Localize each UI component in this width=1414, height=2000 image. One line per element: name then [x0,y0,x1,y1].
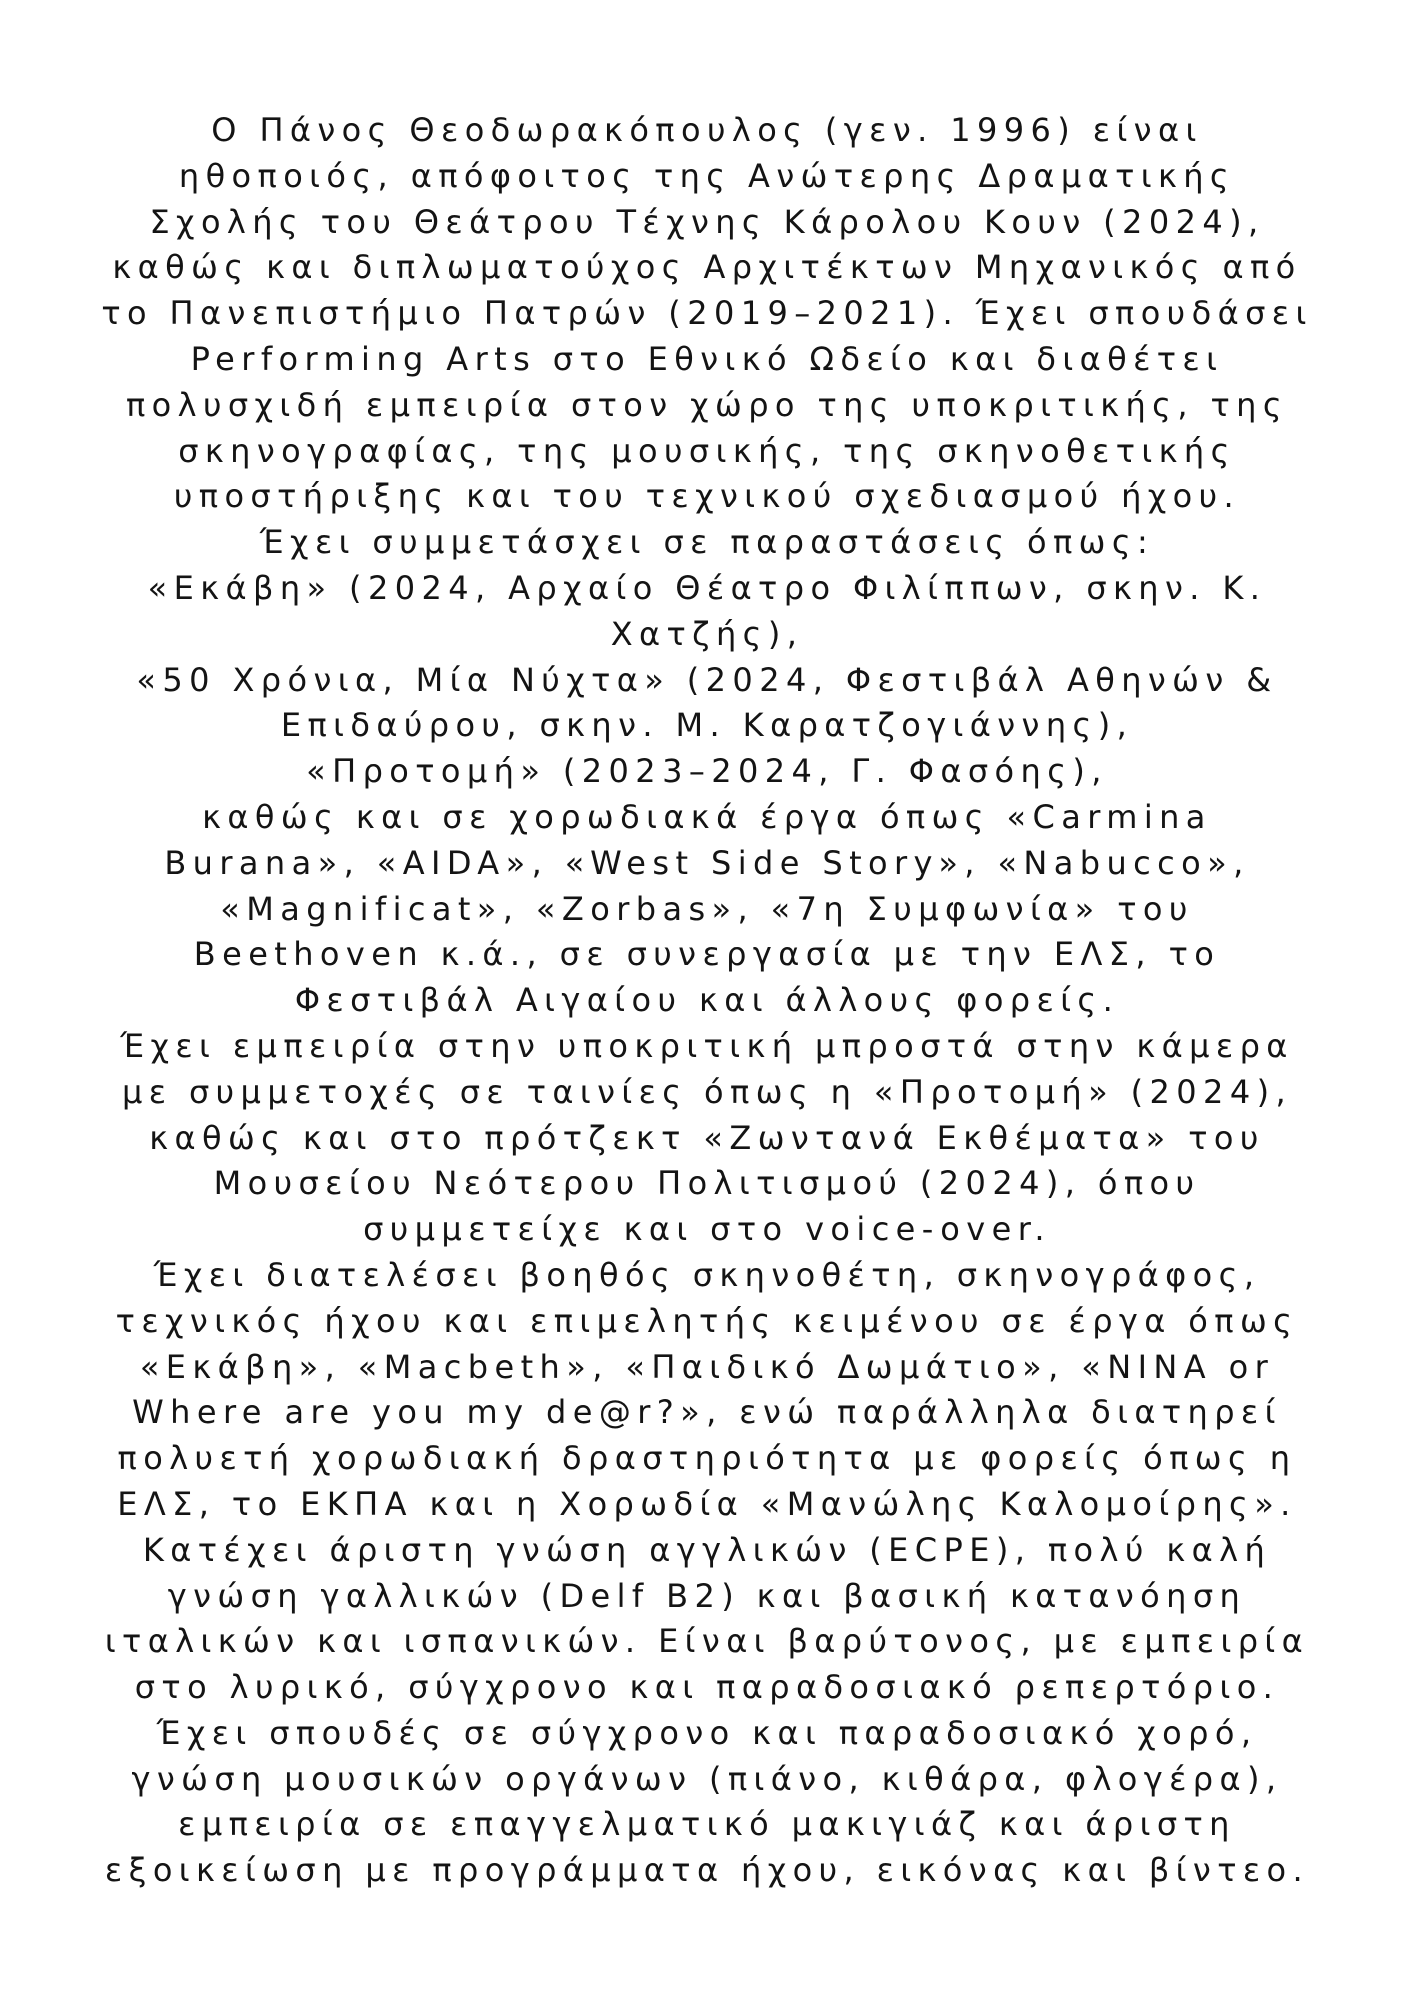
bio-line: γνώση γαλλικών (Delf B2) και βασική κατανόηση [167,1576,1247,1615]
bio-line: Χατζής), [610,614,804,653]
biography-text [60,108,1354,1894]
bio-line: Έχει συμμετάσχει σε παραστάσεις όπως: [259,523,1155,562]
bio-line: ΕΛΣ, το ΕΚΠΑ και η Χορωδία «Μανώλης Καλομοίρης». [117,1484,1297,1523]
bio-line: Performing Arts στο Εθνικό Ωδείο και διαθέτει [190,339,1224,378]
bio-line: Φεστιβάλ Αιγαίου και άλλους φορείς. [294,981,1120,1020]
bio-line: σκηνογραφίας, της μουσικής, της σκηνοθετικής [178,431,1236,470]
bio-line: εμπειρία σε επαγγελματικό μακιγιάζ και άριστη [178,1805,1236,1844]
bio-line: Μουσείου Νεότερου Πολιτισμού (2024), όπου [213,1164,1201,1203]
bio-line: γνώση μουσικών οργάνων (πιάνο, κιθάρα, φλογέρα), [131,1759,1283,1798]
bio-line: «Εκάβη» (2024, Αρχαίο Θέατρο Φιλίππων, σκην. Κ. [147,568,1267,607]
bio-line: Ο Πάνος Θεοδωρακόπουλος (γεν. 1996) είναι [211,111,1203,149]
bio-line: εξοικείωση με προγράμματα ήχου, εικόνας και βίντεο. [104,1851,1310,1890]
bio-line: Έχει εμπειρία στην υποκριτική μπροστά στην κάμερα [120,1026,1294,1065]
bio-line: πολυετή χορωδιακή δραστηριότητα με φορείς όπως η [117,1439,1297,1478]
bio-line: ιταλικών και ισπανικών. Είναι βαρύτονος, με εμπειρία [104,1622,1310,1661]
bio-line: υποστήριξης και του τεχνικού σχεδιασμού ήχου. [173,477,1241,516]
bio-line: «50 Χρόνια, Μία Νύχτα» (2024, Φεστιβάλ Αθηνών & [136,660,1278,699]
bio-line: καθώς και στο πρότζεκτ «Ζωντανά Εκθέματα» του [149,1118,1265,1157]
bio-line: τεχνικός ήχου και επιμελητής κειμένου σε έργα όπως [115,1301,1299,1340]
bio-line: Σχολής του Θεάτρου Τέχνης Κάρολου Κουν (2024), [149,202,1265,241]
bio-line: Κατέχει άριστη γνώση αγγλικών (ECPE), πολύ καλή [142,1530,1272,1569]
bio-line: Επιδαύρου, σκην. Μ. Καρατζογιάννης), [280,706,1134,745]
bio-line: το Πανεπιστήμιο Πατρών (2019–2021). Έχει σπουδάσει [101,294,1313,333]
bio-line: στο λυρικό, σύγχρονο και παραδοσιακό ρεπερτόριο. [134,1668,1280,1707]
bio-line: καθώς και σε χορωδιακά έργα όπως «Carmina [202,797,1212,836]
bio-line: καθώς και διπλωματούχος Αρχιτέκτων Μηχανικός από [112,248,1302,287]
bio-line: συμμετείχε και στο voice-over. [363,1210,1051,1249]
bio-line: Burana», «AIDA», «West Side Story», «Nabucco», [164,843,1250,882]
bio-line: «Προτομή» (2023–2024, Γ. Φασόης), [306,752,1108,791]
bio-line: «Εκάβη», «Macbeth», «Παιδικό Δωμάτιο», «NINA or [139,1347,1275,1386]
bio-line: Έχει σπουδές σε σύγχρονο και παραδοσιακό χορό, [156,1713,1258,1752]
bio-line: Where are you my de@r?», ενώ παράλληλα διατηρεί [132,1393,1282,1432]
bio-line: Έχει διατελέσει βοηθός σκηνοθέτη, σκηνογράφος, [153,1255,1261,1294]
bio-line: ηθοποιός, απόφοιτος της Ανώτερης Δραματικής [178,156,1236,195]
bio-line: Beethoven κ.ά., σε συνεργασία με την ΕΛΣ, το [193,935,1221,974]
bio-line: με συμμετοχές σε ταινίες όπως η «Προτομή» (2024), [121,1072,1293,1111]
bio-line: πολυσχιδή εμπειρία στον χώρο της υποκριτικής, της [125,385,1289,424]
bio-line: «Magnificat», «Zorbas», «7η Συμφωνία» του [220,889,1194,928]
